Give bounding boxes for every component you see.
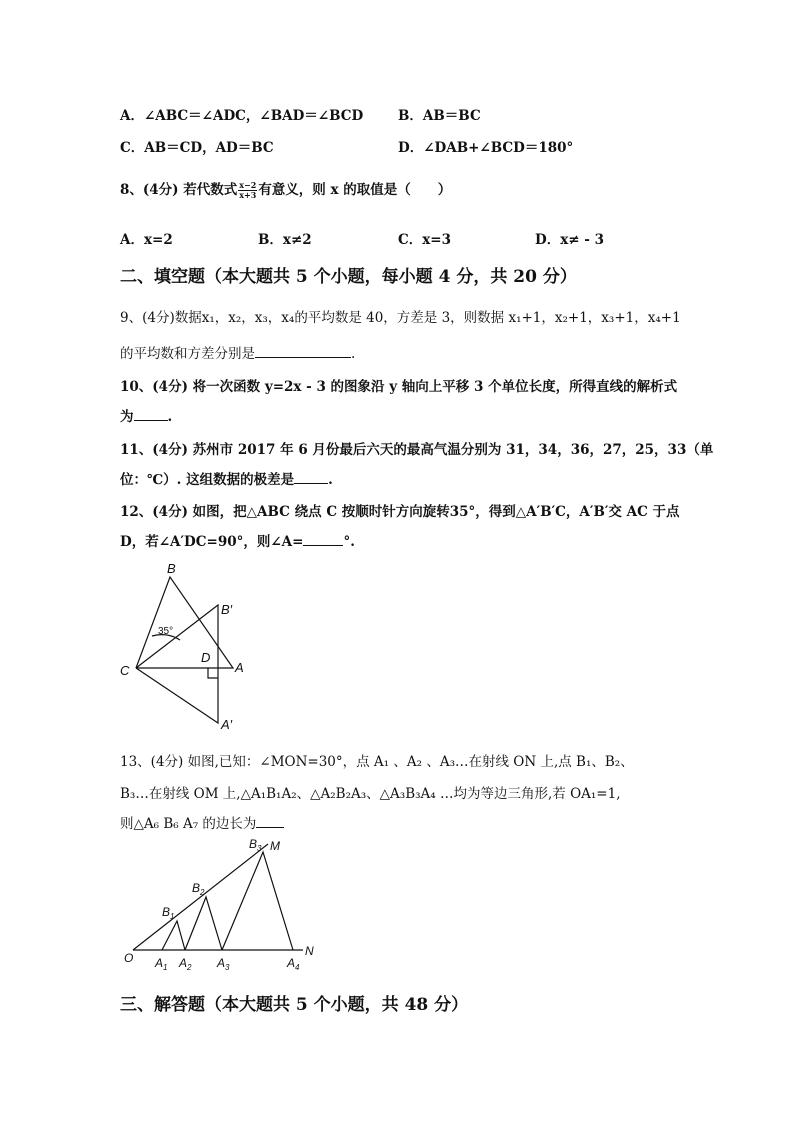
q9-period: . bbox=[351, 346, 356, 362]
q11-line-2 bbox=[120, 468, 333, 488]
q11-line-1: 11、(4分) 苏州市 2017 年 6 月份最后六天的最高气温分别为 31，34，36，27，25，33（单 bbox=[120, 442, 714, 458]
q13-line-3 bbox=[120, 812, 284, 832]
q13-answer-blank[interactable] bbox=[256, 813, 284, 828]
q7-option-a: A．∠ABC＝∠ADC，∠BAD＝∠BCD bbox=[120, 108, 364, 124]
triangle-3 bbox=[222, 852, 293, 950]
triangle-2 bbox=[185, 897, 222, 950]
q8-option-a: A．x=2 bbox=[120, 232, 173, 248]
q7-option-b: B．AB＝BC bbox=[398, 108, 481, 124]
q9-line-2-text: 的平均数和方差分别是 bbox=[120, 346, 255, 362]
q8-fraction bbox=[238, 181, 257, 200]
q11-line-2-text: 位：℃）. 这组数据的极差是 bbox=[120, 472, 295, 488]
q10-answer-blank[interactable] bbox=[134, 406, 168, 421]
q12-period: . bbox=[350, 534, 355, 550]
fig12-label-c: C bbox=[120, 663, 130, 678]
q7-option-c: C．AB＝CD，AD＝BC bbox=[120, 140, 274, 156]
q10-line-2 bbox=[120, 405, 172, 425]
fig13-label-b2: $B_2$ bbox=[192, 881, 205, 897]
q13-line-3-text: 则△A₆ B₆ A₇ 的边长为 bbox=[120, 816, 257, 832]
q9-line-2 bbox=[120, 342, 355, 362]
q8-fraction-numerator: x−2 bbox=[239, 180, 257, 190]
q9-line-1: 9、(4分)数据x₁，x₂，x₃，x₄的平均数是 40，方差是 3，则数据 x₁+1，x₂+1，x₃+1，x₄+1 bbox=[120, 310, 681, 326]
q12-line-2-text: D，若∠A′DC=90°，则∠A= bbox=[120, 534, 304, 550]
fig13-label-b3: $B_3$ bbox=[249, 837, 262, 853]
q12-line-1: 12、(4分) 如图，把△ABC 绕点 C 按顺时针方向旋转35°，得到△A′B′C，A′B′交 AC 于点 bbox=[120, 504, 680, 520]
q10-line-2-text: 为 bbox=[120, 409, 134, 425]
q8-option-c: C．x=3 bbox=[398, 232, 451, 248]
fig13-label-a2: $A_2$ bbox=[179, 956, 192, 972]
q11-period: . bbox=[328, 472, 333, 488]
fig12-label-d: D bbox=[201, 650, 211, 665]
q10-period: . bbox=[167, 409, 173, 425]
right-angle-mark bbox=[208, 668, 218, 678]
fig13-label-n: N bbox=[305, 944, 314, 958]
ray-om bbox=[133, 844, 268, 950]
fig13-label-m: M bbox=[270, 839, 280, 853]
fig13-label-a3: $A_3$ bbox=[217, 956, 230, 972]
triangle-abc bbox=[136, 577, 233, 668]
section-3-title: 三、解答题（本大题共 5 个小题，共 48 分） bbox=[120, 995, 469, 1015]
fig13-label-a1: $A_1$ bbox=[155, 956, 168, 972]
fig13-label-a4: $A_4$ bbox=[287, 956, 300, 972]
q8-fraction-denominator: x+3 bbox=[239, 190, 257, 200]
fig12-angle-label: 35° bbox=[158, 626, 174, 637]
fig13-label-o: O bbox=[124, 951, 134, 965]
section-2-title: 二、填空题（本大题共 5 个小题，每小题 4 分，共 20 分） bbox=[120, 267, 577, 287]
triangle-a-prime-b-prime-c bbox=[136, 605, 218, 723]
q8-question bbox=[120, 178, 451, 200]
q9-answer-blank[interactable] bbox=[255, 343, 351, 358]
q12-answer-blank[interactable] bbox=[303, 531, 343, 546]
q8-prefix: 8、(4分) 若代数式 bbox=[120, 182, 238, 198]
q8-option-b: B．x≠2 bbox=[258, 232, 312, 248]
q11-answer-blank[interactable] bbox=[294, 469, 328, 484]
q13-line-1: 13、(4分) 如图,已知：∠MON=30°，点 A₁ 、A₂ 、A₃…在射线 ON 上,点 B₁、B₂、 bbox=[120, 754, 634, 770]
fig12-label-b: B bbox=[167, 561, 176, 576]
q7-option-d: D．∠DAB+∠BCD＝180° bbox=[398, 140, 574, 156]
fig12-label-b-prime: B′ bbox=[221, 602, 233, 617]
q12-line-2: D，若∠A′DC=90°，则∠A= °. bbox=[120, 530, 355, 550]
q8-option-d: D．x≠ - 3 bbox=[535, 232, 604, 248]
fig12-label-a-prime: A′ bbox=[221, 717, 233, 732]
triangle-1 bbox=[162, 921, 185, 950]
q8-suffix: 有意义，则 x 的取值是（ ） bbox=[258, 182, 452, 198]
angle-arc bbox=[152, 635, 180, 640]
q10-line-1: 10、(4分) 将一次函数 y=2x - 3 的图象沿 y 轴向上平移 3 个单位长度，所得直线的解析式 bbox=[120, 379, 678, 395]
fig13-label-b1: $B_1$ bbox=[162, 905, 175, 921]
fig12-label-a: A bbox=[235, 660, 244, 675]
q13-line-2: B₃…在射线 OM 上,△A₁B₁A₂、△A₂B₂A₃、△A₃B₃A₄ …均为等边三角形,若 OA₁=1, bbox=[120, 786, 621, 802]
